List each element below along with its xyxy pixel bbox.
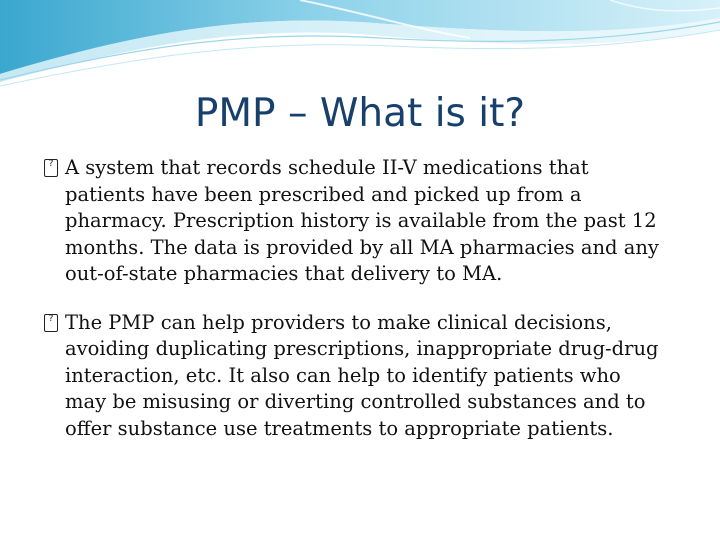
bullet-item: [44, 155, 664, 288]
decorative-wave-header: [0, 0, 720, 90]
bullet-list: [44, 155, 664, 464]
bullet-text: A system that records schedule II-V medications that patients have been prescribed and picked up from a pharmacy. Prescription history is available from the past 12 months. The data is provided by all MA pharmacies and any out-of-state pharmacies that delivery to MA.: [65, 156, 659, 285]
bullet-item: [44, 310, 664, 443]
slide-title: PMP – What is it?: [194, 91, 526, 136]
missing-glyph-icon: ?: [44, 159, 58, 177]
bullet-text: The PMP can help providers to make clinical decisions, avoiding duplicating prescriptions, inappropriate drug-drug interaction, etc. It also can help to identify patients who may be misusing or diverting controlled substances and to offer substance use treatments to appropriate patients.: [65, 310, 659, 440]
missing-glyph-icon: ?: [44, 314, 58, 332]
